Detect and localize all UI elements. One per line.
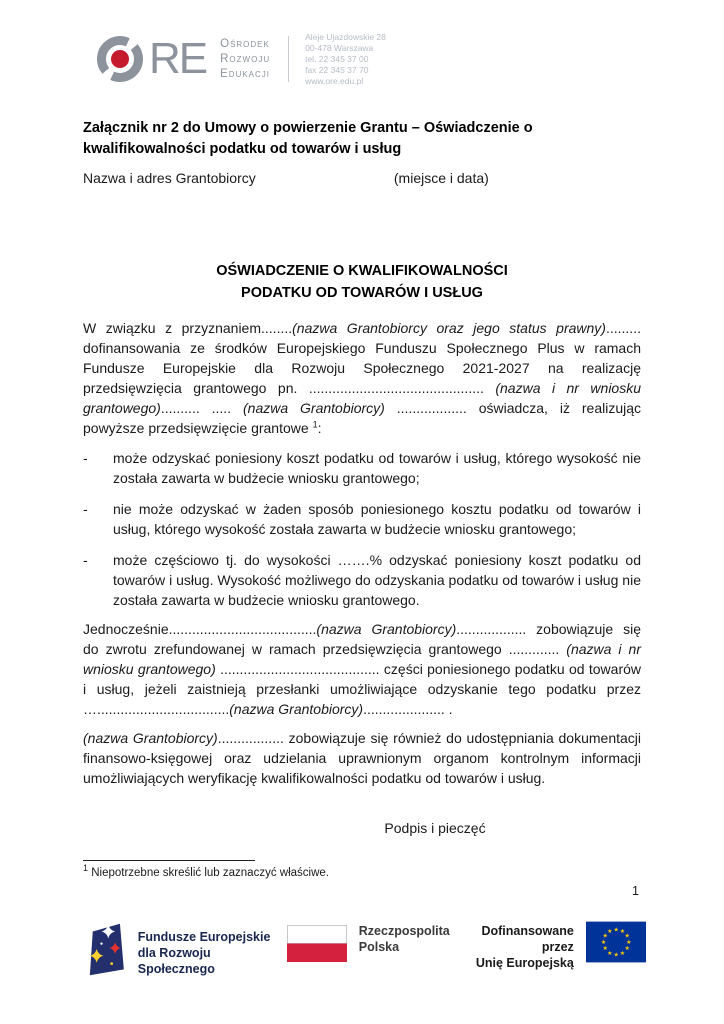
org-address: Aleje Ujazdowskie 28 00-478 Warszawa tel. 22 345 37 00 fax 22 345 37 70 www.ore.edu.pl xyxy=(305,31,386,86)
page-number: 1 xyxy=(632,884,639,898)
options-list xyxy=(83,448,641,610)
svg-text:★: ★ xyxy=(624,933,630,940)
dash-marker: - xyxy=(83,450,88,466)
footnote-rule xyxy=(83,860,255,861)
eu-logo-block xyxy=(450,921,646,971)
ore-logo-icon xyxy=(93,32,147,86)
svg-text:★: ★ xyxy=(600,939,606,946)
pl-flag-block xyxy=(287,921,450,962)
grantee-label: Nazwa i adres Grantobiorcy xyxy=(83,170,256,186)
footer-logos xyxy=(85,921,646,978)
svg-text:★: ★ xyxy=(606,928,613,935)
fe-logo-label: Fundusze Europejskie dla Rozwoju Społecznego xyxy=(137,930,271,976)
paragraph-refund: Jednocześnie......................................(nazwa Grantobiorcy).................. zobowiązuje się do zwrotu zrefundowanej w ramach przedsięwzięcia grantowego ............. (nazwa i nr wniosku grantowego) ......................................... części poniesionego podatku od towarów i usług, jeżeli zaistnieją przesłanki umożliwiające odzyskanie tego podatku przez …..................................(nazwa Grantobiorcy)..................... . xyxy=(83,621,641,717)
svg-text:★: ★ xyxy=(619,928,625,935)
dash-marker: - xyxy=(83,501,88,517)
poland-flag-icon xyxy=(287,925,347,962)
svg-text:★: ★ xyxy=(602,946,608,953)
header-divider xyxy=(288,36,289,82)
svg-text:★: ★ xyxy=(602,933,608,940)
svg-text:★: ★ xyxy=(624,946,630,953)
declaration-heading: OŚWIADCZENIE O KWALIFIKOWALNOŚCI PODATKU OD TOWARÓW I USŁUG xyxy=(216,263,508,301)
svg-text:★: ★ xyxy=(625,939,632,946)
eu-logo-label: Dofinansowane przez Unię Europejską xyxy=(475,924,574,970)
pl-flag-label: Rzeczpospolita Polska xyxy=(358,924,450,954)
list-item: - może częściowo tj. do wysokości …….% odzyskać poniesiony koszt podatku od towarów i usług. Wysokość możliwego do odzyskania podatku od towarów i usług nie została zawarta w budżecie wniosku grantowego. xyxy=(83,552,641,608)
list-item: - może odzyskać poniesiony koszt podatku od towarów i usług, którego wysokość nie została zawarta w budżecie wniosku grantowego; xyxy=(83,450,641,486)
document-title: Załącznik nr 2 do Umowy o powierzenie Grantu – Oświadczenie o kwalifikowalności podatku od towarów i usług xyxy=(83,120,533,157)
fundusze-europejskie-flag-icon xyxy=(85,921,126,978)
svg-text:★: ★ xyxy=(613,952,619,959)
svg-text:★: ★ xyxy=(606,950,613,957)
paragraph-documentation: (nazwa Grantobiorcy)................. zobowiązuje się również do udostępniania dokumentacji finansowo-księgowej oraz udzielania uprawnionym organom kontrolnym informacji umożliwiających weryfikację kwalifikowalności podatku od towarów i usług. xyxy=(83,730,641,786)
fe-logo-block xyxy=(85,921,287,978)
signature-label: Podpis i pieczęć xyxy=(384,820,486,836)
ore-logo-letters: RE xyxy=(149,34,207,83)
footnote-text: Niepotrzebne skreślić lub zaznaczyć właściwe. xyxy=(88,867,329,879)
svg-text:★: ★ xyxy=(619,950,625,957)
footnote-marker: 1 xyxy=(83,863,89,874)
eu-flag-icon xyxy=(586,921,646,963)
list-item: - nie może odzyskać w żaden sposób poniesionego kosztu podatku od towarów i usług, którego wysokość została zawarta w budżecie wniosku grantowego; xyxy=(83,501,641,537)
footnote xyxy=(83,860,329,881)
org-name: Ośrodek Rozwoju Edukacji xyxy=(220,37,271,80)
dash-marker: - xyxy=(83,552,88,568)
svg-text:★: ★ xyxy=(613,927,619,934)
grantee-row xyxy=(83,168,641,188)
place-date-label: (miejsce i data) xyxy=(393,170,489,186)
header xyxy=(93,28,641,90)
paragraph-intro: W związku z przyznaniem........(nazwa Grantobiorcy oraz jego status prawny)......... dofinansowania ze środków Europejskiego Funduszu Społecznego Plus w ramach Fundusze Europejskie dla Rozwoju Społecznego 2021-2027 na realizację przedsięwzięcia grantowego pn. ............................................. (nazwa i nr wniosku grantowego).......... ..... (nazwa Grantobiorcy) .................. oświadcza, iż realizując powyższe przedsięwzięcie grantowe $^1$: xyxy=(83,320,642,436)
